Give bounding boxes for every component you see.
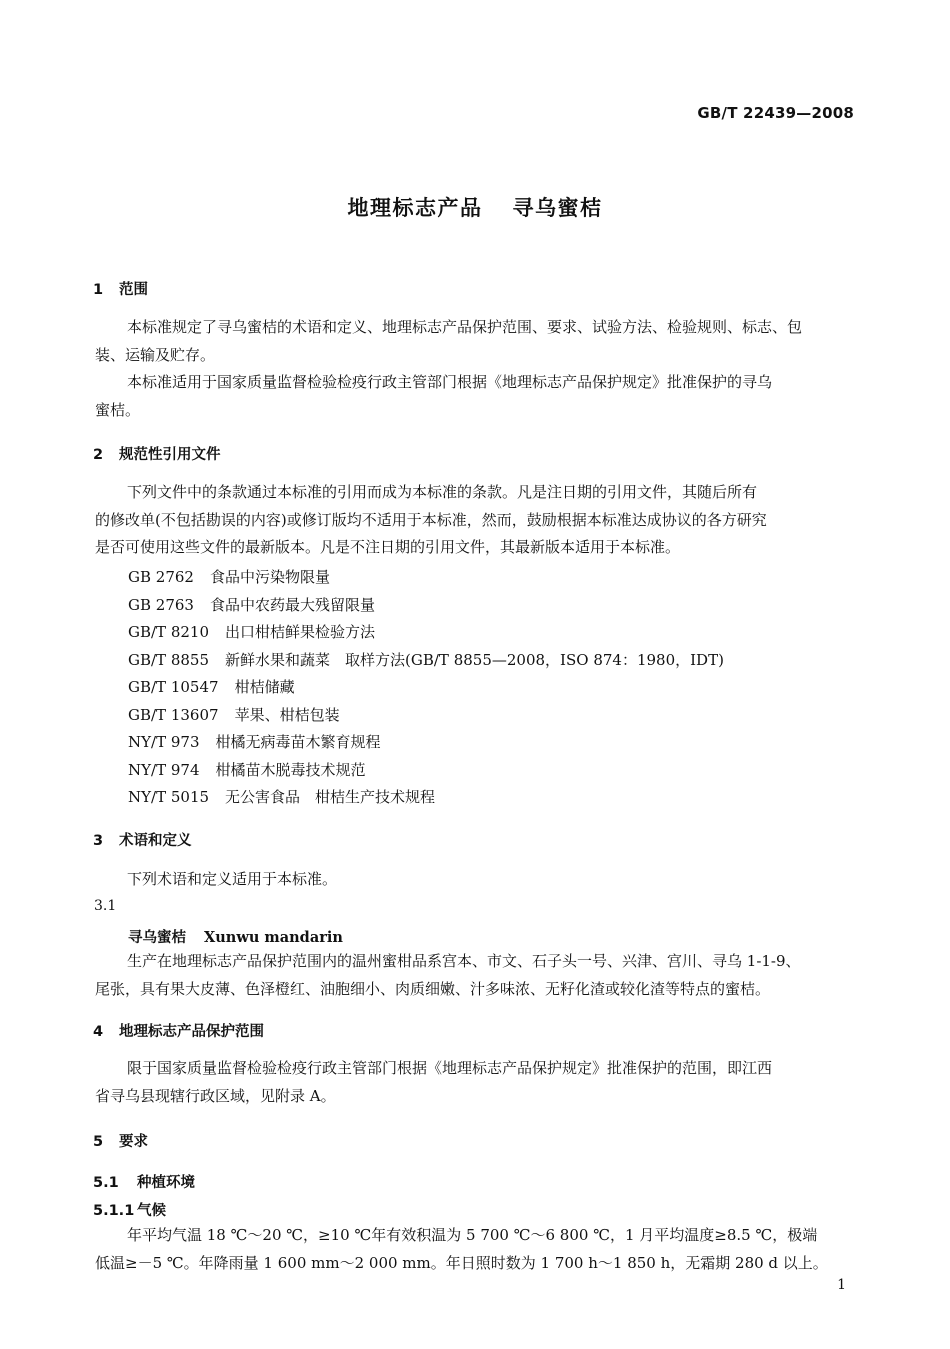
term-definition: 生产在地理标志产品保护范围内的温州蜜柑品系宫本、市文、石子头一号、兴津、宫川、寻乌 1-1-9、 尾张，具有果大皮薄、色泽橙红、油胞细小、肉质细嫩、汁多味浓、无籽化渣或较化渣等特点的蜜桔。 [95, 952, 801, 998]
section-5-1-1-paragraph: 年平均气温 18 ℃～20 ℃，≥10 ℃年有效积温为 5 700 ℃～6 800 ℃，1 月平均温度≥8.5 ℃，极端 低温≥－5 ℃。年降雨量 1 600 mm～2 000 mm。年日照时数为 1 700 h～1 850 h，无霜期 280 d 以上。 [95, 1226, 828, 1272]
title-part-2: 寻乌蜜桔 [512, 196, 603, 220]
section-2-paragraph-1: 下列文件中的条款通过本标准的引用而成为本标准的条款。凡是注日期的引用文件，其随后所有 的修改单(不包括勘误的内容)或修订版均不适用于本标准，然而，鼓励根据本标准达成协议的各方研究 是否可使用这些文件的最新版本。凡是不注日期的引用文件，其最新版本适用于本标准。 [95, 483, 767, 556]
section-4-heading: 4 地理标志产品保护范围 [93, 1024, 264, 1040]
section-3-paragraph-1: 下列术语和定义适用于本标准。 [127, 870, 338, 888]
term-chinese: 寻乌蜜桔 [128, 930, 186, 946]
section-3-heading: 3 术语和定义 [93, 833, 192, 849]
document-title [0, 192, 950, 222]
reference-item: GB 2763 食品中农药最大残留限量 [128, 596, 375, 614]
term-entry [128, 926, 343, 947]
reference-item: GB/T 8855 新鲜水果和蔬菜 取样方法(GB/T 8855—2008，ISO 874：1980，IDT) [128, 651, 724, 669]
term-english: Xunwu mandarin [204, 929, 343, 946]
reference-item: NY/T 5015 无公害食品 柑桔生产技术规程 [128, 788, 436, 806]
reference-item: NY/T 974 柑橘苗木脱毒技术规范 [128, 761, 366, 779]
subsection-3-1-number: 3.1 [94, 898, 117, 914]
page-number: 1 [837, 1277, 846, 1293]
reference-item: GB/T 13607 苹果、柑桔包装 [128, 706, 340, 724]
section-5-1-heading: 5.1 种植环境 [93, 1175, 195, 1191]
reference-item: GB/T 8210 出口柑桔鲜果检验方法 [128, 623, 376, 641]
section-1-paragraph-2: 本标准适用于国家质量监督检验检疫行政主管部门根据《地理标志产品保护规定》批准保护的寻乌 蜜桔。 [95, 373, 773, 419]
section-5-heading: 5 要求 [93, 1134, 148, 1150]
section-1-heading: 1 范围 [93, 282, 148, 298]
reference-item: NY/T 973 柑橘无病毒苗木繁育规程 [128, 733, 381, 751]
title-part-1: 地理标志产品 [347, 196, 483, 220]
section-5-1-1-heading: 5.1.1 气候 [93, 1203, 166, 1219]
section-4-paragraph-1: 限于国家质量监督检验检疫行政主管部门根据《地理标志产品保护规定》批准保护的范围，即江西 省寻乌县现辖行政区域，见附录 A。 [95, 1059, 773, 1105]
section-1-paragraph-1: 本标准规定了寻乌蜜桔的术语和定义、地理标志产品保护范围、要求、试验方法、检验规则、标志、包 装、运输及贮存。 [95, 318, 803, 364]
section-2-heading: 2 规范性引用文件 [93, 447, 221, 463]
reference-item: GB/T 10547 柑桔储藏 [128, 678, 295, 696]
reference-item: GB 2762 食品中污染物限量 [128, 568, 330, 586]
standard-number: GB/T 22439—2008 [697, 104, 854, 122]
